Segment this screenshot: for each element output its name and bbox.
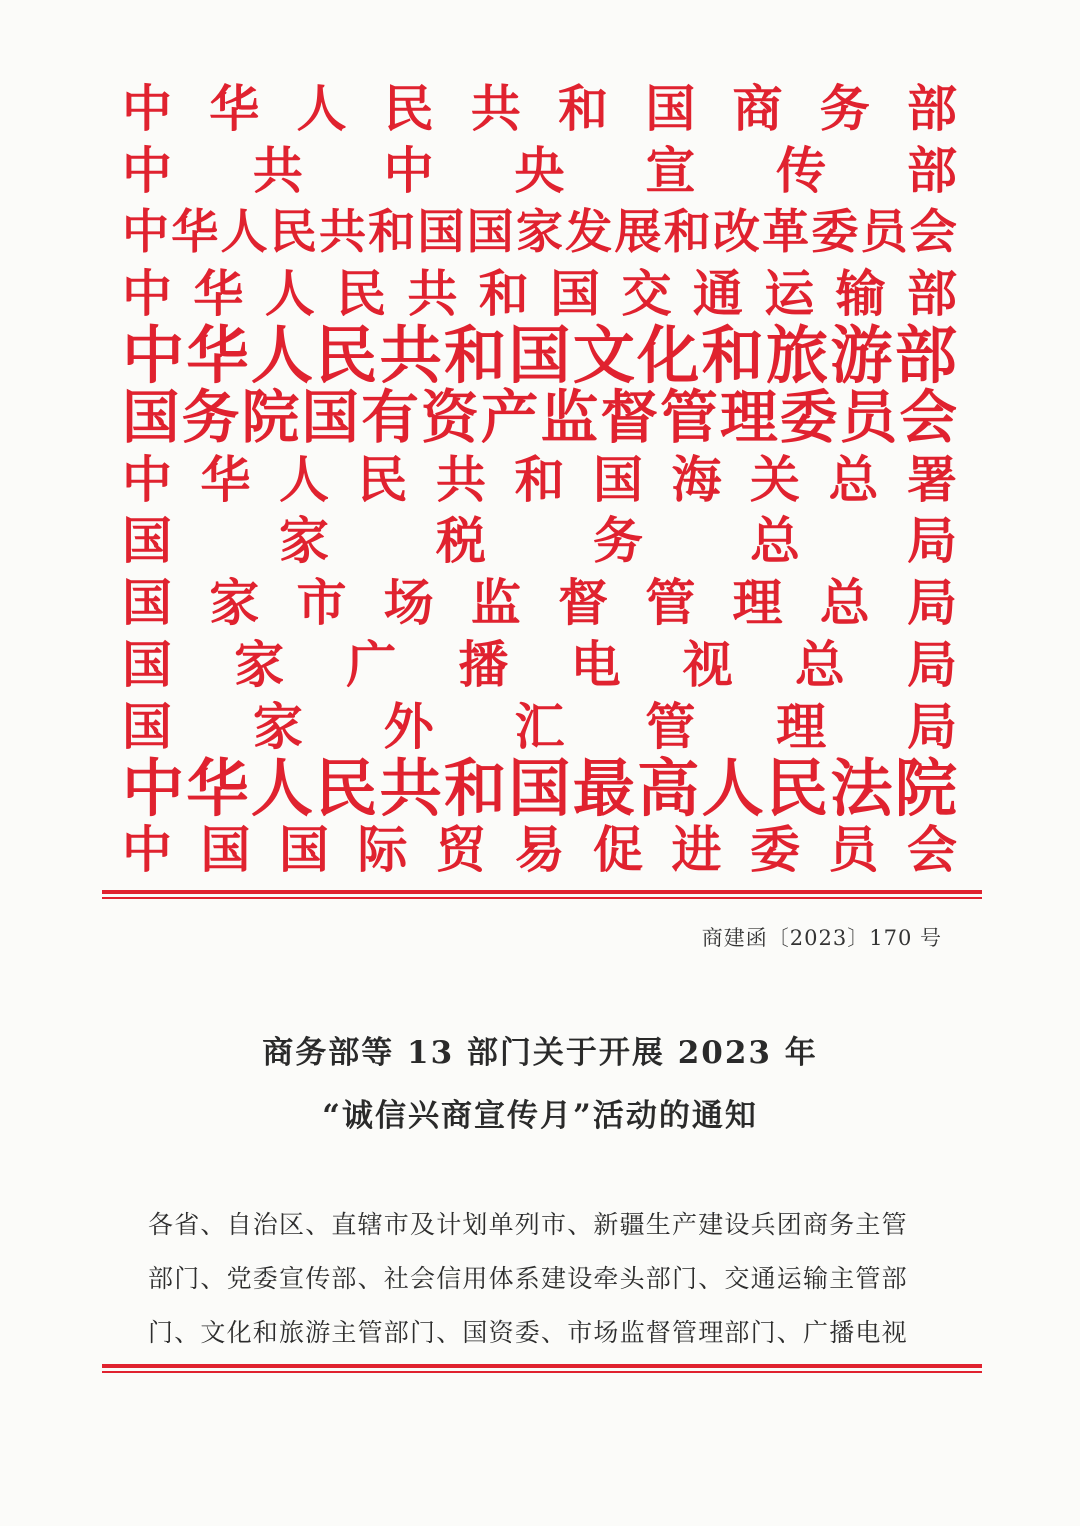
document-number: 商建函〔2023〕170 号 <box>701 926 942 950</box>
body-line: 部门、党委宣传部、社会信用体系建设牵头部门、交通运输主管部 <box>148 1264 908 1293</box>
document-title-line-1: 商务部等 13 部门关于开展 2023 年 <box>262 1035 818 1071</box>
body-line: 门、文化和旅游主管部门、国资委、市场监督管理部门、广播电视 <box>148 1318 908 1347</box>
issuer-line: 中 共 中 央 宣 传 部 <box>122 141 957 200</box>
issuer-line: 国 家 税 务 总 局 <box>122 512 957 571</box>
red-separator-top <box>102 890 982 899</box>
issuer-line: 中 华 人 民 共 和 国 文 化 和 旅 游 部 <box>122 318 957 392</box>
issuer-line: 中 华 人 民 共 和 国 商 务 部 <box>122 79 957 138</box>
issuer-line: 中 华 人 民 共 和 国 最 高 人 民 法 院 <box>122 751 957 825</box>
issuer-line: 中 华 人 民 共 和 国 交 通 运 输 部 <box>122 265 957 324</box>
red-separator-bottom <box>102 1364 982 1373</box>
issuer-line: 国 家 市 场 监 督 管 理 总 局 <box>122 574 957 633</box>
issuing-agencies-header <box>122 78 957 881</box>
issuer-line: 中 华 人 民 共 和 国 国 家 发 展 和 改 革 委 员 会 <box>122 204 957 260</box>
issuer-line: 中 国 国 际 贸 易 促 进 委 员 会 <box>122 821 957 880</box>
issuer-line: 国 家 广 播 电 视 总 局 <box>122 636 957 695</box>
body-text <box>148 1198 948 1360</box>
issuer-line: 国 务 院 国 有 资 产 监 督 管 理 委 员 会 <box>122 383 957 452</box>
body-line: 各省、自治区、直辖市及计划单列市、新疆生产建设兵团商务主管 <box>148 1210 908 1239</box>
issuer-line: 中 华 人 民 共 和 国 海 关 总 署 <box>122 450 957 509</box>
issuer-line: 国 家 外 汇 管 理 局 <box>122 697 957 756</box>
document-title-line-2: “诚信兴商宣传月”活动的通知 <box>322 1098 758 1134</box>
